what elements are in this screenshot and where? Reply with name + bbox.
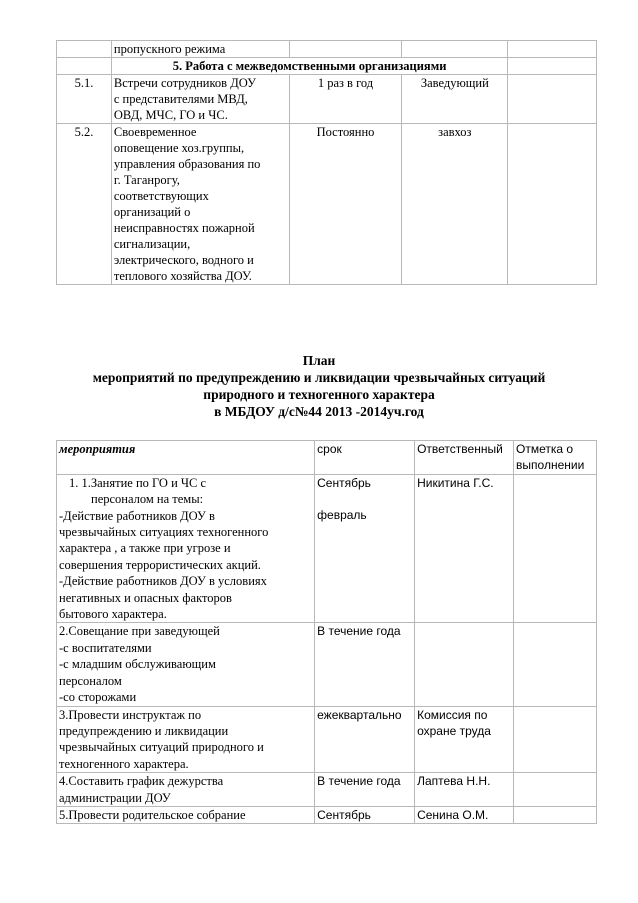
cell-line: -с воспитателями [59,640,152,655]
cell-line: неисправностях пожарной [113,221,255,235]
cell-line: -Действие работников ДОУ в условиях [59,574,267,589]
cell-text: пропускного режима [113,42,226,56]
cell-line: техногенного характера. [59,756,189,771]
table-row [57,706,597,773]
table-row [57,124,597,285]
table-row [57,75,597,124]
activities-table [56,40,597,285]
row-number: 5.2. [57,124,112,285]
cell-line: -Действие работников ДОУ в [59,508,215,523]
table-cell [289,41,402,58]
header-mark-line: Отметка о [516,442,574,456]
cell-line: -с младшим обслуживающим [59,657,216,672]
cell-line: соответствующих [113,189,209,203]
table-cell [57,58,112,75]
header-mark-line: выполнении [516,458,585,473]
header-term: срок [315,441,415,475]
cell-line: негативных и опасных факторов [59,590,232,605]
cell-line: теплового хозяйства ДОУ. [113,269,252,283]
cell-line: 5.Провести родительское собрание [59,807,246,822]
plan-heading [40,352,598,420]
term-cell: Постоянно [289,124,402,285]
table-cell [508,124,597,285]
responsible-cell: завхоз [402,124,508,285]
cell-line: 1. 1.Занятие по ГО и ЧС с [69,475,207,490]
table-row [57,474,597,623]
responsible-cell: Никитина Г.С. [415,474,514,623]
cell-line: организаций о [113,205,191,219]
cell-line: 2.Совещание при заведующей [59,624,220,639]
plan-title: План [302,353,336,368]
row-number: 5.1. [57,75,112,124]
event-cell [57,706,315,773]
table-cell [402,41,508,58]
event-cell [111,124,289,285]
mark-cell [514,706,597,773]
term-cell: В течение года [315,773,415,807]
table-cell [57,41,112,58]
cell-line: Своевременное [113,125,197,139]
cell-line: сигнализации, [113,237,191,251]
table-row [57,806,597,823]
table-cell [508,58,597,75]
mark-cell [514,773,597,807]
cell-line: с представителями МВД, [113,92,248,106]
cell-line: бытового характера. [59,607,167,622]
cell-line: г. Таганрогу, [113,173,180,187]
header-mark [514,441,597,475]
cell-line: Встречи сотрудников ДОУ [113,76,256,90]
cell-line: чрезвычайных ситуаций природного и [59,740,264,755]
responsible-cell [415,706,514,773]
term-cell [315,474,415,623]
cell-line: персоналом [59,673,122,688]
term-line: февраль [317,508,367,523]
table-cell [111,41,289,58]
header-event: мероприятия [57,441,315,475]
cell-line: совершения террористических акций. [59,557,261,572]
responsible-line: Комиссия по [417,707,488,722]
table-row [57,41,597,58]
term-line: Сентябрь [317,475,371,490]
mark-cell [514,474,597,623]
cell-line: персоналом на темы: [91,492,204,507]
plan-subtitle: природного и техногенного характера [203,387,435,402]
plan-subtitle: в МБДОУ д/с№44 2013 -2014уч.год [214,404,424,419]
cell-line: оповещение хоз.группы, [113,141,245,155]
mark-cell [514,806,597,823]
cell-line: ОВД, МЧС, ГО и ЧС. [113,108,228,122]
mark-cell [514,623,597,706]
table-row [57,773,597,807]
responsible-cell: Сенина О.М. [415,806,514,823]
event-cell [57,474,315,623]
section-header-row [57,58,597,75]
cell-line: электрического, водного и [113,253,254,267]
table-cell [508,75,597,124]
cell-line: чрезвычайных ситуациях техногенного [59,525,269,540]
cell-line: 4.Составить график дежурства [59,774,224,789]
cell-line: характера , а также при угрозе и [59,541,231,556]
responsible-line: охране труда [417,723,491,738]
cell-line: -со сторожами [59,690,137,705]
plan-table [56,440,597,824]
table-row [57,623,597,706]
header-responsible: Ответственный [415,441,514,475]
event-cell [57,773,315,807]
cell-line: 3.Провести инструктаж по [59,707,202,722]
event-cell [57,623,315,706]
event-cell [111,75,289,124]
term-cell: 1 раз в год [289,75,402,124]
term-cell: Сентябрь [315,806,415,823]
term-cell: ежеквартально [315,706,415,773]
cell-line: администрации ДОУ [59,790,171,805]
responsible-cell: Лаптева Н.Н. [415,773,514,807]
section-title: 5. Работа с межведомственными организациями [111,58,507,75]
cell-line: предупреждению и ликвидации [59,723,229,738]
table-cell [508,41,597,58]
table-header-row [57,441,597,475]
plan-subtitle: мероприятий по предупреждению и ликвидации чрезвычайных ситуаций [92,370,546,385]
responsible-cell: Заведующий [402,75,508,124]
responsible-cell [415,623,514,706]
cell-line: управления образования по [113,157,261,171]
event-cell [57,806,315,823]
term-cell: В течение года [315,623,415,706]
